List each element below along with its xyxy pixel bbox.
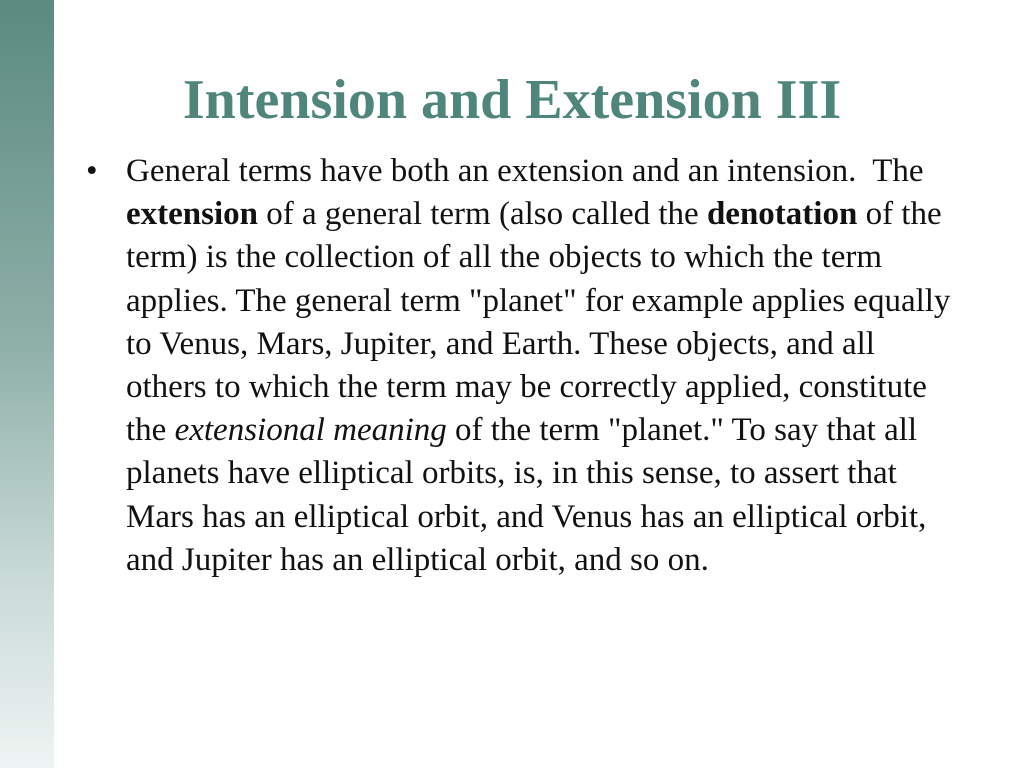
text-segment: of the term) is the collection of all the objects to which the term applies. The general term "planet" for example applies equally to Venus, Mars, Jupiter, and Earth. These objects, and all others to which the term may be correctly applied, constitute the <box>126 196 959 449</box>
slide-title: Intension and Extension III <box>182 69 842 131</box>
bullet-dot-icon: • <box>86 153 98 189</box>
bullet-item <box>78 150 958 582</box>
term-extension: extension <box>126 196 258 233</box>
decorative-side-bar <box>0 0 54 768</box>
term-denotation: denotation <box>706 196 858 233</box>
text-segment: of a general term (also called the <box>258 196 707 233</box>
term-extensional-meaning: extensional meaning <box>174 412 447 449</box>
text-segment: General terms have both an extension and an intension. The <box>126 153 932 189</box>
bullet-list <box>78 150 958 582</box>
bullet-text <box>126 153 959 578</box>
text-segment: of the term "planet." To say that all planets have elliptical orbits, is, in this sense, to assert that Mars has an elliptical orbit, and Venus has an elliptical orbit, and Jupiter has an elliptical orbit, and so on. <box>126 412 935 578</box>
